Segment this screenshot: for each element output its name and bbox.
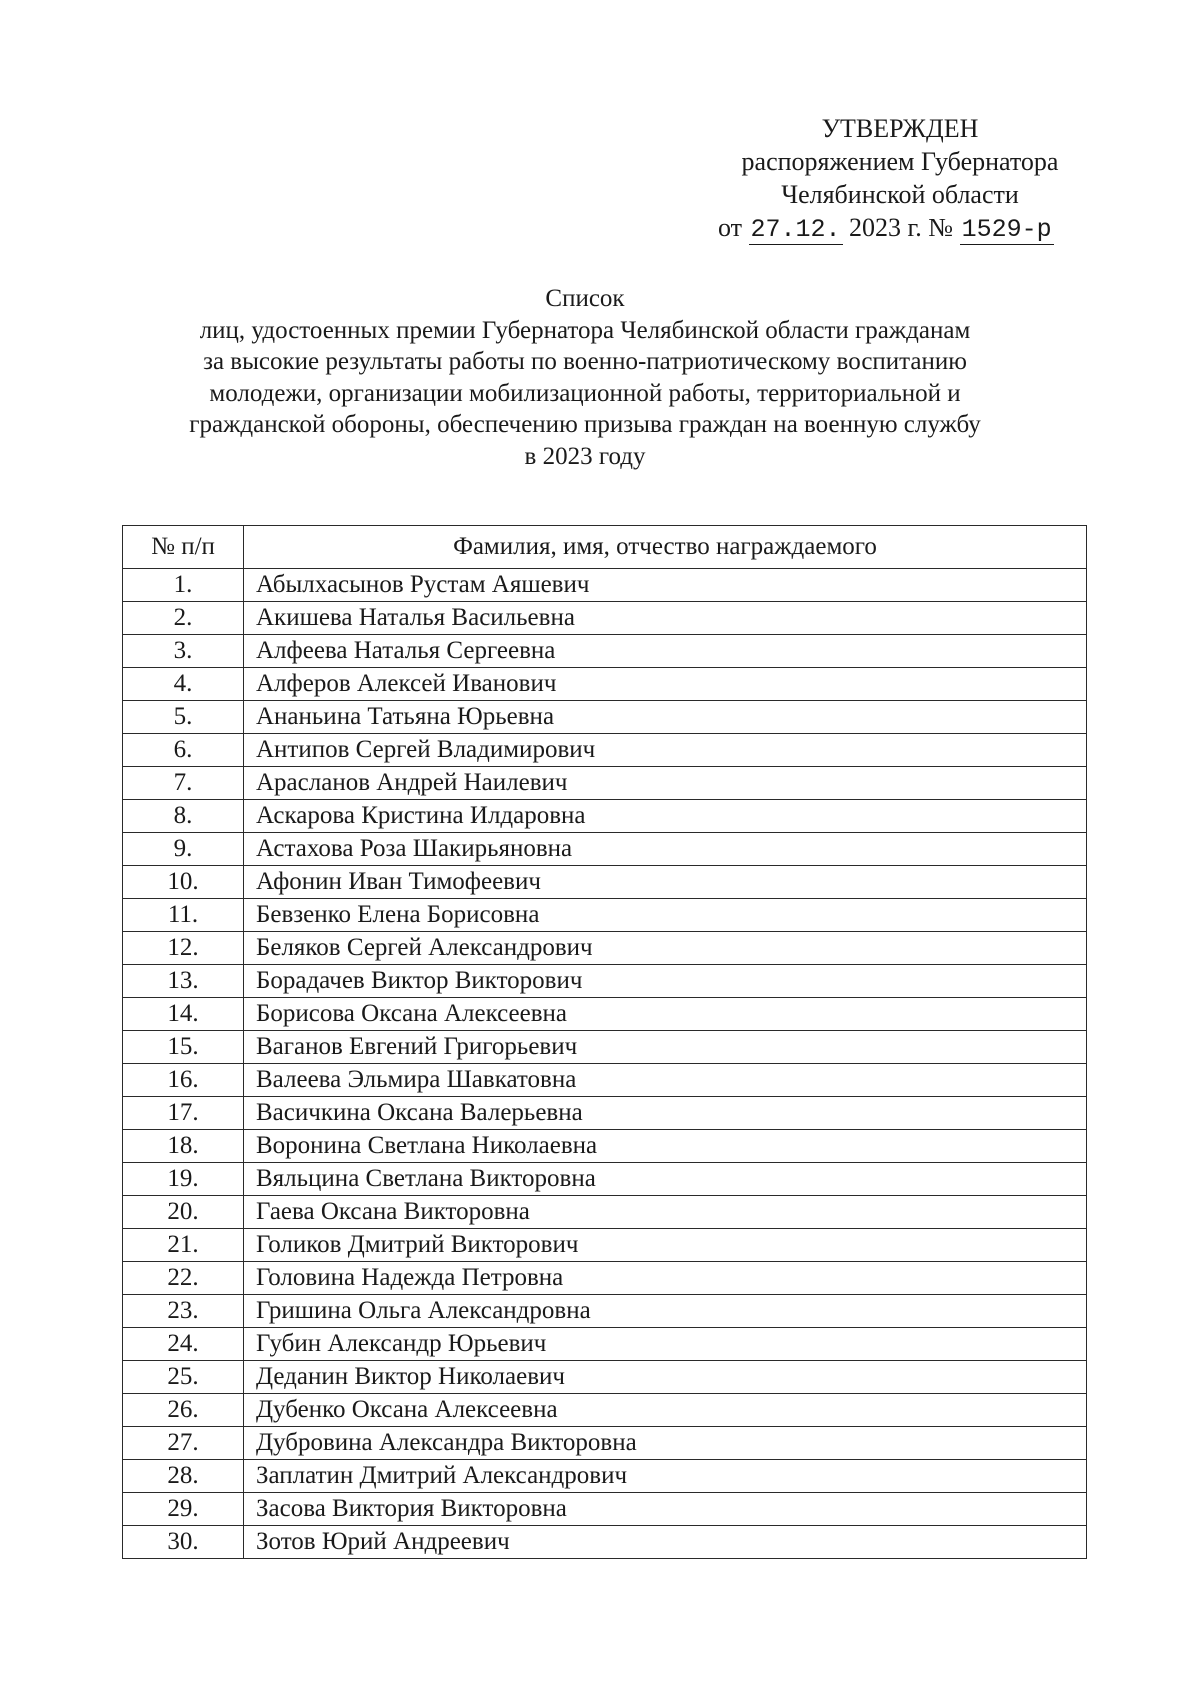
awardee-name: Алферов Алексей Иванович	[244, 668, 1087, 701]
row-number: 5.	[123, 701, 244, 734]
row-number: 9.	[123, 833, 244, 866]
row-number: 13.	[123, 965, 244, 998]
row-number: 3.	[123, 635, 244, 668]
row-number: 16.	[123, 1064, 244, 1097]
row-number: 24.	[123, 1328, 244, 1361]
awardee-name: Гришина Ольга Александровна	[244, 1295, 1087, 1328]
approval-heading: УТВЕРЖДЕН	[821, 114, 979, 143]
table-row	[123, 1196, 1087, 1229]
row-number: 7.	[123, 767, 244, 800]
title-line: за высокие результаты работы по военно-патриотическому воспитанию	[203, 348, 967, 375]
table-row	[123, 1295, 1087, 1328]
table-row	[123, 602, 1087, 635]
awardee-name: Голиков Дмитрий Викторович	[244, 1229, 1087, 1262]
order-number: 1529-р	[961, 215, 1052, 244]
row-number: 4.	[123, 668, 244, 701]
row-number: 2.	[123, 602, 244, 635]
table-row	[123, 833, 1087, 866]
awardee-name: Арасланов Андрей Наилевич	[244, 767, 1087, 800]
row-number: 11.	[123, 899, 244, 932]
awardee-name: Абылхасынов Рустам Аяшевич	[244, 569, 1087, 602]
row-number: 23.	[123, 1295, 244, 1328]
row-number: 22.	[123, 1262, 244, 1295]
awardee-name: Бевзенко Елена Борисовна	[244, 899, 1087, 932]
table-header-row	[123, 526, 1087, 569]
row-number: 28.	[123, 1460, 244, 1493]
table-row	[123, 932, 1087, 965]
row-number: 21.	[123, 1229, 244, 1262]
awardee-name: Беляков Сергей Александрович	[244, 932, 1087, 965]
table-row	[123, 1130, 1087, 1163]
row-number: 29.	[123, 1493, 244, 1526]
table-row	[123, 1262, 1087, 1295]
table-row	[123, 1394, 1087, 1427]
awardee-name: Губин Александр Юрьевич	[244, 1328, 1087, 1361]
table-row	[123, 1097, 1087, 1130]
row-number: 18.	[123, 1130, 244, 1163]
title-line: в 2023 году	[524, 442, 646, 470]
awardee-name: Валеева Эльмира Шавкатовна	[244, 1064, 1087, 1097]
awardee-name: Аскарова Кристина Илдаровна	[244, 800, 1087, 833]
awardee-name: Борадачев Виктор Викторович	[244, 965, 1087, 998]
awardee-name: Ваганов Евгений Григорьевич	[244, 1031, 1087, 1064]
awardee-name: Ананьина Татьяна Юрьевна	[244, 701, 1087, 734]
awardee-name: Головина Надежда Петровна	[244, 1262, 1087, 1295]
table-row	[123, 1064, 1087, 1097]
table-row	[123, 1328, 1087, 1361]
awardee-name: Афонин Иван Тимофеевич	[244, 866, 1087, 899]
table-row	[123, 1526, 1087, 1559]
awardee-name: Воронина Светлана Николаевна	[244, 1130, 1087, 1163]
table-row	[123, 668, 1087, 701]
column-header-number: № п/п	[123, 526, 244, 569]
column-header-name: Фамилия, имя, отчество награждаемого	[244, 526, 1087, 569]
table-row	[123, 899, 1087, 932]
awardee-name: Вяльцина Светлана Викторовна	[244, 1163, 1087, 1196]
table-row	[123, 1163, 1087, 1196]
table-row	[123, 734, 1087, 767]
row-number: 12.	[123, 932, 244, 965]
row-number: 8.	[123, 800, 244, 833]
row-number: 15.	[123, 1031, 244, 1064]
awardee-name: Астахова Роза Шакирьяновна	[244, 833, 1087, 866]
table-row	[123, 1031, 1087, 1064]
row-number: 25.	[123, 1361, 244, 1394]
awardee-name: Дубровина Александра Викторовна	[244, 1427, 1087, 1460]
awardee-name: Заплатин Дмитрий Александрович	[244, 1460, 1087, 1493]
approval-authority: распоряжением Губернатора	[741, 147, 1059, 176]
row-number: 19.	[123, 1163, 244, 1196]
table-row	[123, 866, 1087, 899]
awardee-name: Антипов Сергей Владимирович	[244, 734, 1087, 767]
table-row	[123, 1229, 1087, 1262]
table-row	[123, 767, 1087, 800]
awardee-name: Засова Виктория Викторовна	[244, 1493, 1087, 1526]
row-number: 10.	[123, 866, 244, 899]
date-prefix: от	[718, 213, 743, 242]
row-number: 14.	[123, 998, 244, 1031]
approval-region: Челябинской области	[781, 180, 1019, 209]
title-line: лиц, удостоенных премии Губернатора Челябинской области гражданам	[199, 316, 971, 344]
table-body	[123, 569, 1087, 1559]
table-row	[123, 701, 1087, 734]
awardees-table	[122, 525, 1087, 1559]
row-number: 20.	[123, 1196, 244, 1229]
table-row	[123, 1427, 1087, 1460]
date-value: 27.12.	[750, 215, 841, 244]
awardee-name: Васичкина Оксана Валерьевна	[244, 1097, 1087, 1130]
row-number: 26.	[123, 1394, 244, 1427]
title-line: молодежи, организации мобилизационной работы, территориальной и	[209, 379, 961, 407]
row-number: 17.	[123, 1097, 244, 1130]
awardee-name: Зотов Юрий Андреевич	[244, 1526, 1087, 1559]
title-line: гражданской обороны, обеспечению призыва граждан на военную службу	[189, 411, 981, 438]
approval-date-line	[700, 211, 1100, 246]
row-number: 1.	[123, 569, 244, 602]
row-number: 27.	[123, 1427, 244, 1460]
awardee-name: Борисова Оксана Алексеевна	[244, 998, 1087, 1031]
table-row	[123, 1460, 1087, 1493]
table-row	[123, 569, 1087, 602]
awardee-name: Гаева Оксана Викторовна	[244, 1196, 1087, 1229]
table-row	[123, 965, 1087, 998]
document-title	[110, 283, 1060, 472]
row-number: 30.	[123, 1526, 244, 1559]
awardee-name: Алфеева Наталья Сергеевна	[244, 635, 1087, 668]
table-row	[123, 1493, 1087, 1526]
awardee-name: Дубенко Оксана Алексеевна	[244, 1394, 1087, 1427]
row-number: 6.	[123, 734, 244, 767]
approval-stamp	[700, 112, 1100, 246]
awardee-name: Акишева Наталья Васильевна	[244, 602, 1087, 635]
table-row	[123, 1361, 1087, 1394]
table-row	[123, 800, 1087, 833]
title-heading: Список	[545, 285, 625, 312]
awardee-name: Деданин Виктор Николаевич	[244, 1361, 1087, 1394]
table-row	[123, 635, 1087, 668]
year-text: 2023 г. №	[849, 213, 954, 242]
table-row	[123, 998, 1087, 1031]
